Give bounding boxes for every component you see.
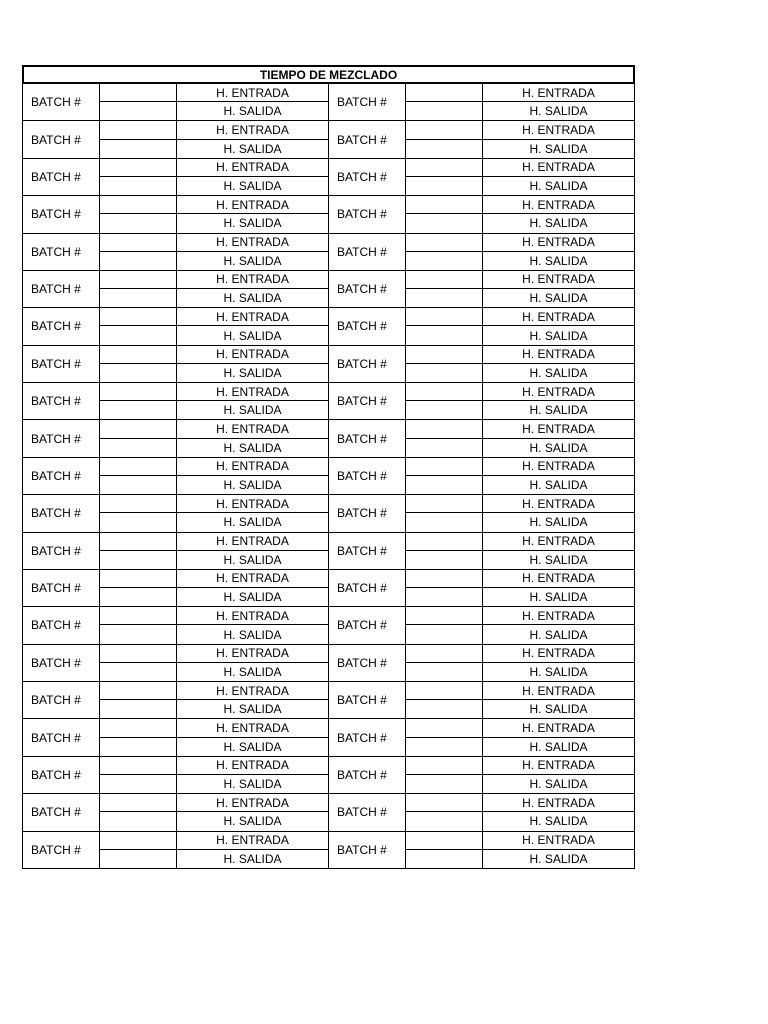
batch-number-field[interactable] <box>100 439 177 457</box>
batch-row <box>23 308 634 345</box>
batch-label: BATCH # <box>329 607 406 643</box>
batch-number-field[interactable] <box>406 271 483 289</box>
batch-row <box>23 832 634 869</box>
exit-time-label: H. SALIDA <box>177 439 329 457</box>
exit-time-label: H. SALIDA <box>529 552 588 567</box>
batch-number-field[interactable] <box>100 533 177 551</box>
batch-number-field[interactable] <box>406 289 483 307</box>
batch-number-field[interactable] <box>406 738 483 756</box>
batch-row <box>23 346 634 383</box>
exit-time-label: H. SALIDA <box>529 814 588 829</box>
batch-label: BATCH # <box>329 159 406 195</box>
exit-time-label: H. SALIDA <box>177 663 329 681</box>
batch-label: BATCH # <box>23 346 100 382</box>
batch-label: BATCH # <box>23 308 100 344</box>
batch-number-field[interactable] <box>406 663 483 681</box>
batch-row <box>23 607 634 644</box>
batch-label: BATCH # <box>23 196 100 232</box>
batch-number-field[interactable] <box>100 476 177 494</box>
batch-number-field[interactable] <box>100 812 177 830</box>
batch-number-field[interactable] <box>406 850 483 868</box>
batch-number-field[interactable] <box>100 234 177 252</box>
batch-number-field[interactable] <box>406 495 483 513</box>
batch-number-field[interactable] <box>406 401 483 419</box>
batch-label: BATCH # <box>329 682 406 718</box>
batch-number-field[interactable] <box>100 850 177 868</box>
batch-number-field[interactable] <box>100 700 177 718</box>
batch-label: BATCH # <box>329 420 406 456</box>
batch-label: BATCH # <box>23 234 100 270</box>
batch-label: BATCH # <box>329 234 406 270</box>
batch-number-field[interactable] <box>406 625 483 643</box>
batch-number-field[interactable] <box>406 570 483 588</box>
batch-row <box>23 645 634 682</box>
entry-time-label: H. ENTRADA <box>177 420 329 438</box>
entry-time-label: H. ENTRADA <box>177 121 329 139</box>
batch-row <box>23 159 634 196</box>
batch-label: BATCH # <box>329 645 406 681</box>
entry-time-label: H. ENTRADA <box>483 383 634 401</box>
batch-number-field[interactable] <box>406 383 483 401</box>
batch-number-field[interactable] <box>100 84 177 102</box>
entry-time-label: H. ENTRADA <box>483 234 634 252</box>
entry-time-label: H. ENTRADA <box>177 570 329 588</box>
batch-number-field[interactable] <box>100 458 177 476</box>
batch-label: BATCH # <box>329 832 406 868</box>
batch-label: BATCH # <box>329 308 406 344</box>
batch-label: BATCH # <box>23 719 100 755</box>
batch-label: BATCH # <box>23 495 100 531</box>
batch-number-field[interactable] <box>100 738 177 756</box>
entry-time-label: H. ENTRADA <box>483 719 634 737</box>
batch-label: BATCH # <box>23 607 100 643</box>
batch-label: BATCH # <box>23 682 100 718</box>
batch-table <box>22 84 635 869</box>
batch-number-field[interactable] <box>406 812 483 830</box>
mixing-time-sheet <box>22 65 635 869</box>
batch-number-field[interactable] <box>100 513 177 531</box>
batch-number-field[interactable] <box>100 326 177 344</box>
entry-time-label: H. ENTRADA <box>483 832 634 850</box>
batch-label: BATCH # <box>23 383 100 419</box>
batch-number-field[interactable] <box>406 645 483 663</box>
exit-time-label: H. SALIDA <box>529 253 588 268</box>
exit-time-label: H. SALIDA <box>177 513 329 531</box>
batch-number-field[interactable] <box>406 700 483 718</box>
batch-number-field[interactable] <box>100 645 177 663</box>
batch-number-field[interactable] <box>100 252 177 270</box>
batch-number-field[interactable] <box>406 439 483 457</box>
entry-time-label: H. ENTRADA <box>483 495 634 513</box>
batch-label: BATCH # <box>329 84 406 120</box>
batch-number-field[interactable] <box>100 588 177 606</box>
exit-time-label: H. SALIDA <box>177 140 329 158</box>
batch-number-field[interactable] <box>100 832 177 850</box>
batch-label: BATCH # <box>23 271 100 307</box>
entry-time-label: H. ENTRADA <box>483 458 634 476</box>
batch-number-field[interactable] <box>100 177 177 195</box>
batch-number-field[interactable] <box>100 383 177 401</box>
batch-number-field[interactable] <box>406 757 483 775</box>
batch-number-field[interactable] <box>100 364 177 382</box>
batch-row <box>23 794 634 831</box>
batch-label: BATCH # <box>329 346 406 382</box>
entry-time-label: H. ENTRADA <box>483 196 634 214</box>
batch-row <box>23 533 634 570</box>
exit-time-label: H. SALIDA <box>177 401 329 419</box>
entry-time-label: H. ENTRADA <box>177 346 329 364</box>
batch-number-field[interactable] <box>406 234 483 252</box>
entry-time-label: H. ENTRADA <box>177 719 329 737</box>
entry-time-label: H. ENTRADA <box>177 159 329 177</box>
batch-number-field[interactable] <box>406 513 483 531</box>
exit-time-label: H. SALIDA <box>529 777 588 792</box>
batch-number-field[interactable] <box>100 102 177 120</box>
entry-time-label: H. ENTRADA <box>483 84 634 102</box>
entry-time-label: H. ENTRADA <box>177 832 329 850</box>
batch-label: BATCH # <box>329 121 406 157</box>
entry-time-label: H. ENTRADA <box>483 794 634 812</box>
batch-label: BATCH # <box>329 533 406 569</box>
exit-time-label: H. SALIDA <box>177 812 329 830</box>
batch-number-field[interactable] <box>100 308 177 326</box>
batch-row <box>23 570 634 607</box>
batch-label: BATCH # <box>329 719 406 755</box>
batch-number-field[interactable] <box>406 364 483 382</box>
sheet-title: TIEMPO DE MEZCLADO <box>22 65 635 84</box>
batch-row <box>23 757 634 794</box>
batch-number-field[interactable] <box>406 326 483 344</box>
exit-time-label: H. SALIDA <box>177 850 329 868</box>
batch-number-field[interactable] <box>100 682 177 700</box>
batch-number-field[interactable] <box>406 102 483 120</box>
batch-row <box>23 121 634 158</box>
entry-time-label: H. ENTRADA <box>177 308 329 326</box>
batch-label: BATCH # <box>23 533 100 569</box>
batch-label: BATCH # <box>23 757 100 793</box>
exit-time-label: H. SALIDA <box>177 252 329 270</box>
exit-time-label: H. SALIDA <box>529 702 588 717</box>
exit-time-label: H. SALIDA <box>529 851 588 866</box>
batch-number-field[interactable] <box>406 551 483 569</box>
batch-label: BATCH # <box>23 458 100 494</box>
batch-number-field[interactable] <box>406 214 483 232</box>
exit-time-label: H. SALIDA <box>177 289 329 307</box>
batch-number-field[interactable] <box>406 252 483 270</box>
batch-number-field[interactable] <box>100 719 177 737</box>
exit-time-label: H. SALIDA <box>177 625 329 643</box>
entry-time-label: H. ENTRADA <box>177 196 329 214</box>
exit-time-label: H. SALIDA <box>177 775 329 793</box>
entry-time-label: H. ENTRADA <box>483 533 634 551</box>
batch-number-field[interactable] <box>100 420 177 438</box>
batch-row <box>23 458 634 495</box>
entry-time-label: H. ENTRADA <box>177 607 329 625</box>
exit-time-label: H. SALIDA <box>529 179 588 194</box>
batch-label: BATCH # <box>329 458 406 494</box>
batch-number-field[interactable] <box>100 214 177 232</box>
exit-time-label: H. SALIDA <box>529 403 588 418</box>
batch-number-field[interactable] <box>100 140 177 158</box>
batch-label: BATCH # <box>329 570 406 606</box>
batch-number-field[interactable] <box>406 121 483 139</box>
batch-label: BATCH # <box>23 645 100 681</box>
exit-time-label: H. SALIDA <box>177 588 329 606</box>
entry-time-label: H. ENTRADA <box>177 234 329 252</box>
exit-time-label: H. SALIDA <box>177 214 329 232</box>
exit-time-label: H. SALIDA <box>529 627 588 642</box>
batch-row <box>23 682 634 719</box>
entry-time-label: H. ENTRADA <box>177 682 329 700</box>
batch-number-field[interactable] <box>406 476 483 494</box>
batch-label: BATCH # <box>329 757 406 793</box>
batch-number-field[interactable] <box>406 719 483 737</box>
entry-time-label: H. ENTRADA <box>483 308 634 326</box>
exit-time-label: H. SALIDA <box>529 664 588 679</box>
batch-number-field[interactable] <box>100 625 177 643</box>
batch-number-field[interactable] <box>406 588 483 606</box>
batch-number-field[interactable] <box>100 663 177 681</box>
exit-time-label: H. SALIDA <box>529 440 588 455</box>
batch-row <box>23 196 634 233</box>
exit-time-label: H. SALIDA <box>529 328 588 343</box>
entry-time-label: H. ENTRADA <box>483 645 634 663</box>
entry-time-label: H. ENTRADA <box>177 271 329 289</box>
entry-time-label: H. ENTRADA <box>177 757 329 775</box>
entry-time-label: H. ENTRADA <box>483 420 634 438</box>
exit-time-label: H. SALIDA <box>529 590 588 605</box>
batch-number-field[interactable] <box>100 775 177 793</box>
batch-label: BATCH # <box>329 196 406 232</box>
exit-time-label: H. SALIDA <box>177 102 329 120</box>
entry-time-label: H. ENTRADA <box>177 84 329 102</box>
batch-number-field[interactable] <box>406 84 483 102</box>
batch-number-field[interactable] <box>406 420 483 438</box>
batch-number-field[interactable] <box>406 832 483 850</box>
batch-label: BATCH # <box>23 570 100 606</box>
exit-time-label: H. SALIDA <box>177 700 329 718</box>
batch-number-field[interactable] <box>406 533 483 551</box>
batch-number-field[interactable] <box>406 682 483 700</box>
batch-number-field[interactable] <box>100 551 177 569</box>
batch-number-field[interactable] <box>100 196 177 214</box>
batch-row <box>23 84 634 121</box>
exit-time-label: H. SALIDA <box>529 216 588 231</box>
batch-number-field[interactable] <box>406 140 483 158</box>
batch-number-field[interactable] <box>100 401 177 419</box>
batch-number-field[interactable] <box>100 271 177 289</box>
batch-number-field[interactable] <box>406 159 483 177</box>
batch-number-field[interactable] <box>100 121 177 139</box>
batch-number-field[interactable] <box>406 196 483 214</box>
batch-number-field[interactable] <box>100 495 177 513</box>
batch-row <box>23 719 634 756</box>
exit-time-label: H. SALIDA <box>177 476 329 494</box>
exit-time-label: H. SALIDA <box>529 291 588 306</box>
entry-time-label: H. ENTRADA <box>483 271 634 289</box>
exit-time-label: H. SALIDA <box>529 141 588 156</box>
exit-time-label: H. SALIDA <box>529 515 588 530</box>
exit-time-label: H. SALIDA <box>177 177 329 195</box>
entry-time-label: H. ENTRADA <box>177 533 329 551</box>
exit-time-label: H. SALIDA <box>529 739 588 754</box>
entry-time-label: H. ENTRADA <box>483 682 634 700</box>
batch-label: BATCH # <box>23 84 100 120</box>
batch-row <box>23 234 634 271</box>
entry-time-label: H. ENTRADA <box>177 645 329 663</box>
batch-label: BATCH # <box>23 121 100 157</box>
exit-time-label: H. SALIDA <box>177 326 329 344</box>
batch-label: BATCH # <box>329 794 406 830</box>
exit-time-label: H. SALIDA <box>177 738 329 756</box>
batch-number-field[interactable] <box>406 458 483 476</box>
batch-number-field[interactable] <box>406 794 483 812</box>
batch-number-field[interactable] <box>100 607 177 625</box>
entry-time-label: H. ENTRADA <box>177 458 329 476</box>
exit-time-label: H. SALIDA <box>529 478 588 493</box>
batch-number-field[interactable] <box>406 308 483 326</box>
batch-number-field[interactable] <box>100 570 177 588</box>
batch-label: BATCH # <box>23 420 100 456</box>
entry-time-label: H. ENTRADA <box>483 757 634 775</box>
entry-time-label: H. ENTRADA <box>483 607 634 625</box>
batch-number-field[interactable] <box>406 177 483 195</box>
entry-time-label: H. ENTRADA <box>483 570 634 588</box>
batch-row <box>23 271 634 308</box>
batch-label: BATCH # <box>329 271 406 307</box>
batch-number-field[interactable] <box>100 794 177 812</box>
batch-number-field[interactable] <box>100 159 177 177</box>
batch-number-field[interactable] <box>100 757 177 775</box>
entry-time-label: H. ENTRADA <box>483 159 634 177</box>
batch-row <box>23 420 634 457</box>
entry-time-label: H. ENTRADA <box>177 383 329 401</box>
batch-number-field[interactable] <box>100 289 177 307</box>
batch-row <box>23 495 634 532</box>
batch-label: BATCH # <box>23 794 100 830</box>
entry-time-label: H. ENTRADA <box>177 495 329 513</box>
batch-label: BATCH # <box>329 495 406 531</box>
entry-time-label: H. ENTRADA <box>483 346 634 364</box>
exit-time-label: H. SALIDA <box>177 364 329 382</box>
batch-label: BATCH # <box>23 832 100 868</box>
exit-time-label: H. SALIDA <box>529 365 588 380</box>
batch-label: BATCH # <box>329 383 406 419</box>
entry-time-label: H. ENTRADA <box>177 794 329 812</box>
entry-time-label: H. ENTRADA <box>483 121 634 139</box>
batch-number-field[interactable] <box>406 775 483 793</box>
batch-number-field[interactable] <box>406 607 483 625</box>
exit-time-label: H. SALIDA <box>177 551 329 569</box>
batch-row <box>23 383 634 420</box>
batch-number-field[interactable] <box>406 346 483 364</box>
exit-time-label: H. SALIDA <box>529 104 588 119</box>
batch-number-field[interactable] <box>100 346 177 364</box>
batch-label: BATCH # <box>23 159 100 195</box>
